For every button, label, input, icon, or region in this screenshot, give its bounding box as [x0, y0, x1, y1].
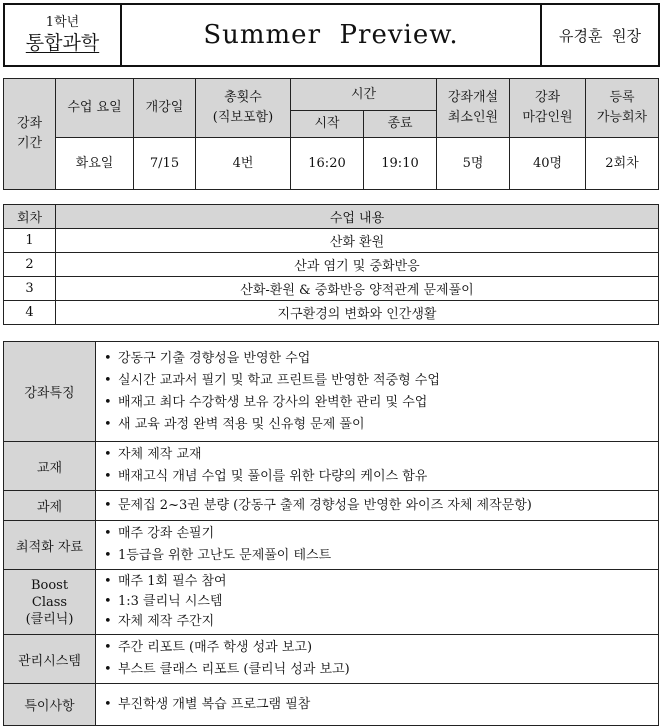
list-item: • 실시간 교과서 필기 및 학교 프린트를 반영한 적중형 수업 — [104, 370, 650, 392]
lesson-num: 2 — [4, 253, 56, 277]
col-total: 총횟수 (직보포함) — [196, 79, 291, 138]
list-item: • 부스트 클래스 리포트 (클리닉 성과 보고) — [104, 659, 650, 681]
col-start-date: 개강일 — [134, 79, 196, 138]
list-item: • 1등급을 위한 고난도 문제풀이 테스트 — [104, 545, 650, 567]
col-max-enroll: 강좌 마감인원 — [510, 79, 586, 138]
col-lesson-num: 회차 — [4, 205, 56, 229]
list-item: • 부진학생 개별 복습 프로그램 필참 — [104, 694, 650, 716]
optimized-content — [96, 521, 659, 570]
grade-label: 1학년 — [45, 15, 80, 30]
list-item: • 강동구 기출 경향성을 반영한 수업 — [104, 348, 650, 370]
col-lesson-content: 수업 내용 — [56, 205, 659, 229]
col-time: 시간 — [291, 79, 437, 111]
boost-content — [96, 570, 659, 635]
list-item: • 자체 제작 주간지 — [104, 612, 650, 632]
boost-label: Boost Class (클리닉) — [4, 570, 96, 635]
teacher-name: 유경훈 원장 — [541, 4, 659, 66]
lesson-content: 산화 환원 — [56, 229, 659, 253]
subject-label: 통합과학 — [25, 32, 100, 54]
lesson-content: 지구환경의 변화와 인간생활 — [56, 301, 659, 325]
header-table — [3, 3, 660, 67]
lesson-content: 산과 염기 및 중화반응 — [56, 253, 659, 277]
homework-label: 과제 — [4, 491, 96, 521]
val-reg-session: 2회차 — [586, 138, 659, 190]
val-day: 화요일 — [56, 138, 134, 190]
mgmt-label: 관리시스템 — [4, 635, 96, 684]
features-label: 강좌특징 — [4, 342, 96, 442]
val-max-enroll: 40명 — [510, 138, 586, 190]
col-reg-session: 등록 가능회차 — [586, 79, 659, 138]
details-table — [3, 341, 659, 726]
table-row — [4, 277, 659, 301]
list-item: • 문제집 2~3권 분량 (강동구 출제 경향성을 반영한 와이즈 자체 제작문항) — [104, 495, 650, 517]
course-label — [4, 4, 121, 66]
lesson-num: 4 — [4, 301, 56, 325]
textbook-content — [96, 442, 659, 491]
lesson-table — [3, 204, 659, 325]
lesson-content: 산화-환원 & 중화반응 양적관계 문제풀이 — [56, 277, 659, 301]
val-time-start: 16:20 — [291, 138, 364, 190]
features-content — [96, 342, 659, 442]
lesson-num: 3 — [4, 277, 56, 301]
list-item: • 주간 리포트 (매주 학생 성과 보고) — [104, 637, 650, 659]
list-item: • 자체 제작 교재 — [104, 444, 650, 466]
special-label: 특이사항 — [4, 684, 96, 726]
val-time-end: 19:10 — [364, 138, 437, 190]
special-content — [96, 684, 659, 726]
page-title: Summer Preview. — [121, 4, 541, 66]
list-item: • 매주 1회 필수 참여 — [104, 572, 650, 592]
table-row — [4, 301, 659, 325]
list-item: • 배재고식 개념 수업 및 풀이를 위한 다량의 케이스 함유 — [104, 466, 650, 488]
table-row — [4, 253, 659, 277]
optimized-label: 최적화 자료 — [4, 521, 96, 570]
period-label: 강좌 기간 — [4, 79, 56, 190]
col-min-enroll: 강좌개설 최소인원 — [437, 79, 510, 138]
list-item: • 배재고 최다 수강학생 보유 강사의 완벽한 관리 및 수업 — [104, 392, 650, 414]
col-day: 수업 요일 — [56, 79, 134, 138]
val-total: 4번 — [196, 138, 291, 190]
lesson-num: 1 — [4, 229, 56, 253]
course-info-table — [3, 78, 659, 190]
val-min-enroll: 5명 — [437, 138, 510, 190]
list-item: • 1:3 클리닉 시스템 — [104, 592, 650, 612]
homework-content — [96, 491, 659, 521]
val-start-date: 7/15 — [134, 138, 196, 190]
table-row — [4, 229, 659, 253]
mgmt-content — [96, 635, 659, 684]
col-time-start: 시작 — [291, 111, 364, 138]
list-item: • 매주 강좌 손필기 — [104, 523, 650, 545]
list-item: • 새 교육 과정 완벽 적용 및 신유형 문제 풀이 — [104, 414, 650, 436]
col-time-end: 종료 — [364, 111, 437, 138]
textbook-label: 교재 — [4, 442, 96, 491]
